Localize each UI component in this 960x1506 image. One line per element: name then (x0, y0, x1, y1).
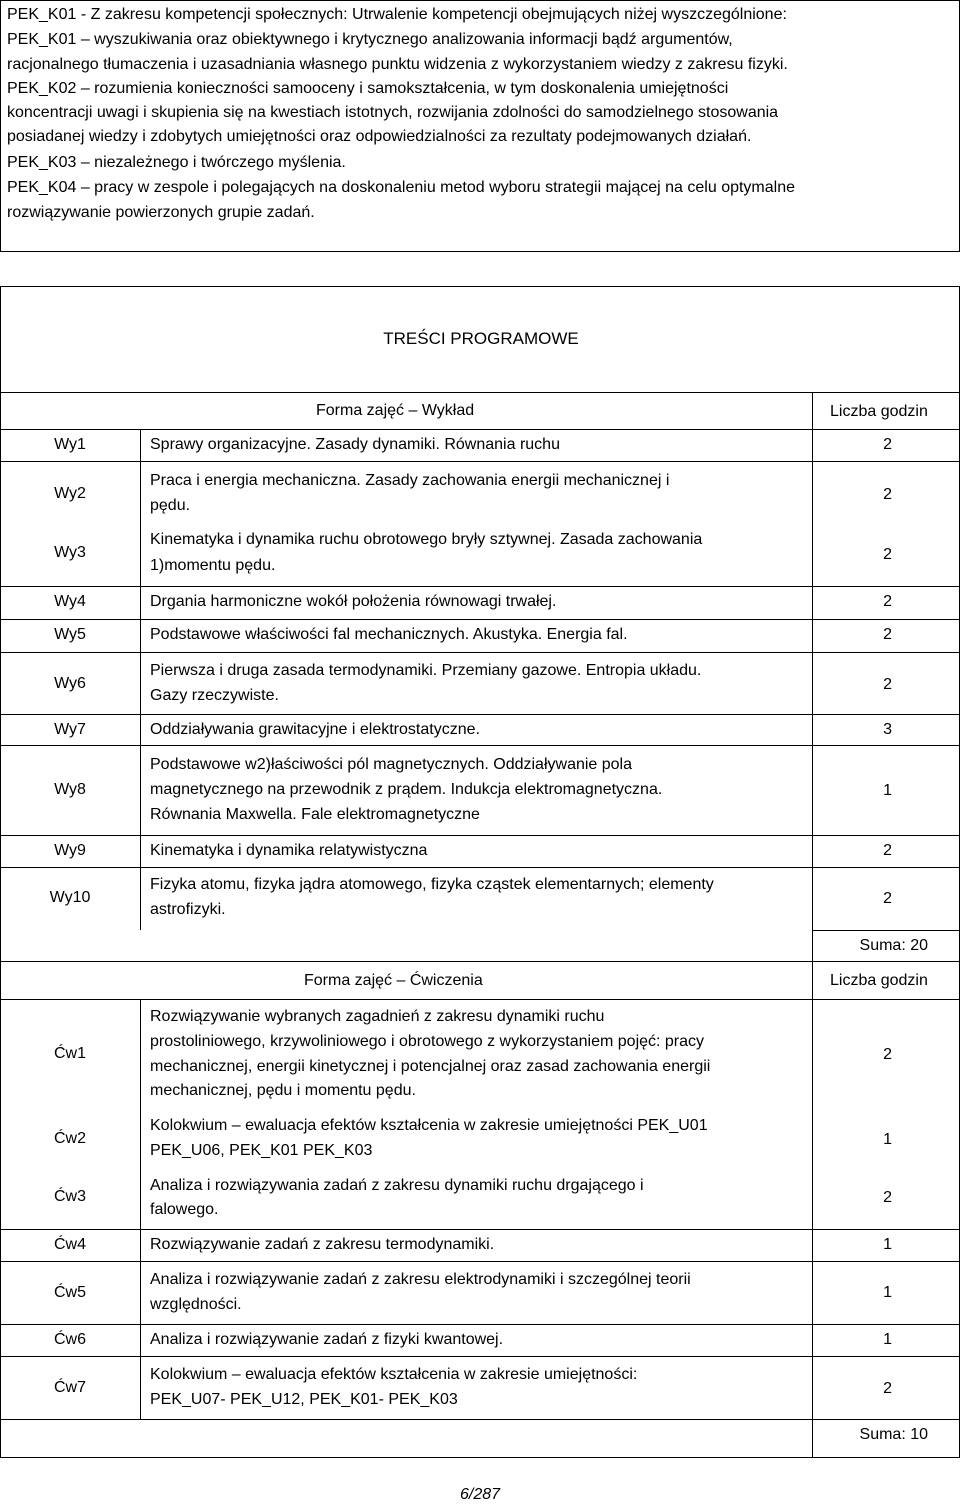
lecture-sum: Suma: 20 (859, 937, 928, 954)
divider (0, 586, 960, 587)
exercise-hours: 2 (883, 1189, 892, 1206)
lecture-code: Wy10 (49, 889, 91, 906)
exercise-code: Ćw3 (53, 1188, 86, 1205)
lecture-topic: 1)momentu pędu. (150, 557, 276, 574)
lecture-code: Wy6 (54, 675, 86, 692)
competence-line: rozwiązywanie powierzonych grupie zadań. (7, 204, 315, 221)
lecture-topic: Gazy rzeczywiste. (150, 687, 279, 704)
divider (812, 930, 960, 931)
exercise-topic: Kolokwium – ewaluacja efektów kształcenia w zakresie umiejętności PEK_U01 (150, 1117, 708, 1134)
competence-line: PEK_K02 – rozumienia konieczności samooceny i samokształcenia, w tym doskonalenia umiejętności (7, 80, 729, 97)
lecture-topic: Podstawowe w2)łaściwości pól magnetycznych. Oddziaływanie pola (150, 756, 633, 773)
exercise-topic: mechanicznej, energii kinetycznej i potencjalnej oraz zasad zachowania energii (150, 1058, 711, 1075)
lecture-topic: Kinematyka i dynamika ruchu obrotowego bryły sztywnej. Zasada zachowania (150, 531, 703, 548)
competence-line: PEK_K01 - Z zakresu kompetencji społecznych: Utrwalenie kompetencji obejmujących niżej wyszczególnione: (7, 6, 787, 23)
lecture-hours: 2 (883, 436, 892, 453)
divider (0, 461, 960, 462)
competence-line: racjonalnego tłumaczenia i uzasadniania własnego punktu widzenia z wykorzystaniem wiedzy z zakresu fizyki. (7, 56, 788, 73)
lecture-topic: pędu. (150, 497, 191, 514)
lecture-code: Wy3 (54, 544, 86, 561)
divider (0, 392, 960, 393)
lecture-hours: 2 (883, 486, 892, 503)
lecture-hours: 1 (883, 782, 892, 799)
competence-line: PEK_K03 – niezależnego i twórczego myślenia. (7, 154, 346, 171)
exercise-topic: falowego. (150, 1201, 219, 1218)
exercise-topic: Analiza i rozwiązywania zadań z zakresu dynamiki ruchu drgającego i (150, 1177, 644, 1194)
exercise-hours: 1 (883, 1284, 892, 1301)
exercise-hours: 1 (883, 1331, 892, 1348)
lecture-topic: magnetycznego na przewodnik z prądem. Indukcja elektromagnetyczna. (150, 781, 663, 798)
lecture-code: Wy9 (54, 842, 86, 859)
exercises-sum: Suma: 10 (859, 1426, 928, 1443)
exercise-topic: Rozwiązywanie wybranych zagadnień z zakresu dynamiki ruchu (150, 1008, 605, 1025)
exercise-topic: PEK_U07- PEK_U12, PEK_K01- PEK_K03 (150, 1391, 458, 1408)
lecture-topic: Drgania harmoniczne wokół położenia równowagi trwałej. (150, 593, 557, 610)
lecture-form-header: Forma zajęć – Wykład (316, 402, 475, 419)
lecture-hours: 2 (883, 890, 892, 907)
exercise-topic: Analiza i rozwiązywanie zadań z fizyki kwantowej. (150, 1331, 504, 1348)
exercise-topic: PEK_U06, PEK_K01 PEK_K03 (150, 1142, 373, 1159)
lecture-topic: Sprawy organizacyjne. Zasady dynamiki. Równania ruchu (150, 436, 560, 453)
divider (0, 961, 960, 962)
lecture-topic: Fizyka atomu, fizyka jądra atomowego, fizyka cząstek elementarnych; elementy (150, 876, 714, 893)
exercise-topic: Rozwiązywanie zadań z zakresu termodynamiki. (150, 1236, 495, 1253)
exercise-topic: względności. (150, 1296, 242, 1313)
lecture-topic: Równania Maxwella. Fale elektromagnetyczne (150, 806, 480, 823)
divider (0, 867, 960, 868)
lecture-code: Wy2 (54, 485, 86, 502)
exercise-code: Ćw5 (53, 1284, 86, 1301)
competence-line: PEK_K01 – wyszukiwania oraz obiektywnego i krytycznego analizowania informacji bądź argumentów, (7, 31, 733, 48)
competence-line: posiadanej wiedzy i zdobytych umiejętności oraz odpowiedzialności za rezultaty podejmowanych działań. (7, 128, 752, 145)
lecture-hours: 2 (883, 593, 892, 610)
section-title: TREŚCI PROGRAMOWE (383, 329, 579, 348)
competence-line: koncentracji uwagi i skupienia się na kwestiach istotnych, rozwijania zdolności do samodzielnego stosowania (7, 104, 779, 121)
exercise-hours: 1 (883, 1131, 892, 1148)
page-number: 6/287 (459, 1486, 501, 1503)
lecture-code: Wy4 (54, 593, 86, 610)
column-divider (140, 999, 141, 1419)
exercise-hours: 1 (883, 1236, 892, 1253)
exercise-topic: Analiza i rozwiązywanie zadań z zakresu elektrodynamiki i szczególnej teorii (150, 1271, 691, 1288)
exercise-code: Ćw2 (53, 1130, 86, 1147)
lecture-code: Wy1 (54, 436, 86, 453)
divider (0, 1261, 960, 1262)
lecture-hours-header: Liczba godzin (830, 403, 928, 420)
divider (0, 429, 960, 430)
divider (0, 745, 960, 746)
lecture-hours: 2 (883, 842, 892, 859)
lecture-topic: Pierwsza i druga zasada termodynamiki. Przemiany gazowe. Entropia układu. (150, 662, 702, 679)
exercise-code: Ćw6 (53, 1331, 86, 1348)
exercise-code: Ćw4 (53, 1236, 86, 1253)
divider (0, 1229, 960, 1230)
exercise-topic: mechanicznej, pędu i momentu pędu. (150, 1082, 416, 1099)
divider (0, 1324, 960, 1325)
lecture-hours: 2 (883, 546, 892, 563)
divider (0, 835, 960, 836)
divider (0, 714, 960, 715)
exercise-code: Ćw1 (53, 1045, 86, 1062)
lecture-hours: 2 (883, 676, 892, 693)
competence-line: PEK_K04 – pracy w zespole i polegających na doskonaleniu metod wyboru strategii mającej na celu optymalne (7, 179, 796, 196)
lecture-topic: Praca i energia mechaniczna. Zasady zachowania energii mechanicznej i (150, 472, 670, 489)
divider (0, 619, 960, 620)
competences-box (0, 0, 960, 252)
lecture-code: Wy7 (54, 721, 86, 738)
lecture-topic: Kinematyka i dynamika relatywistyczna (150, 842, 428, 859)
exercise-topic: prostoliniowego, krzywoliniowego i obrotowego z wykorzystaniem pojęć: pracy (150, 1033, 705, 1050)
divider (0, 652, 960, 653)
lecture-hours: 3 (883, 721, 892, 738)
exercise-topic: Kolokwium – ewaluacja efektów kształcenia w zakresie umiejętności: (150, 1366, 638, 1383)
exercises-form-header: Forma zajęć – Ćwiczenia (304, 972, 483, 989)
exercise-hours: 2 (883, 1380, 892, 1397)
exercise-code: Ćw7 (53, 1379, 86, 1396)
lecture-code: Wy5 (54, 626, 86, 643)
lecture-hours: 2 (883, 626, 892, 643)
exercises-hours-header: Liczba godzin (830, 972, 928, 989)
lecture-code: Wy8 (54, 781, 86, 798)
divider (0, 999, 960, 1000)
lecture-topic: Podstawowe właściwości fal mechanicznych. Akustyka. Energia fal. (150, 626, 628, 643)
lecture-topic: Oddziaływania grawitacyjne i elektrostatyczne. (150, 721, 480, 738)
divider (0, 1356, 960, 1357)
lecture-topic: astrofizyki. (150, 901, 226, 918)
divider (0, 1419, 960, 1420)
column-divider (140, 429, 141, 930)
exercise-hours: 2 (883, 1046, 892, 1063)
